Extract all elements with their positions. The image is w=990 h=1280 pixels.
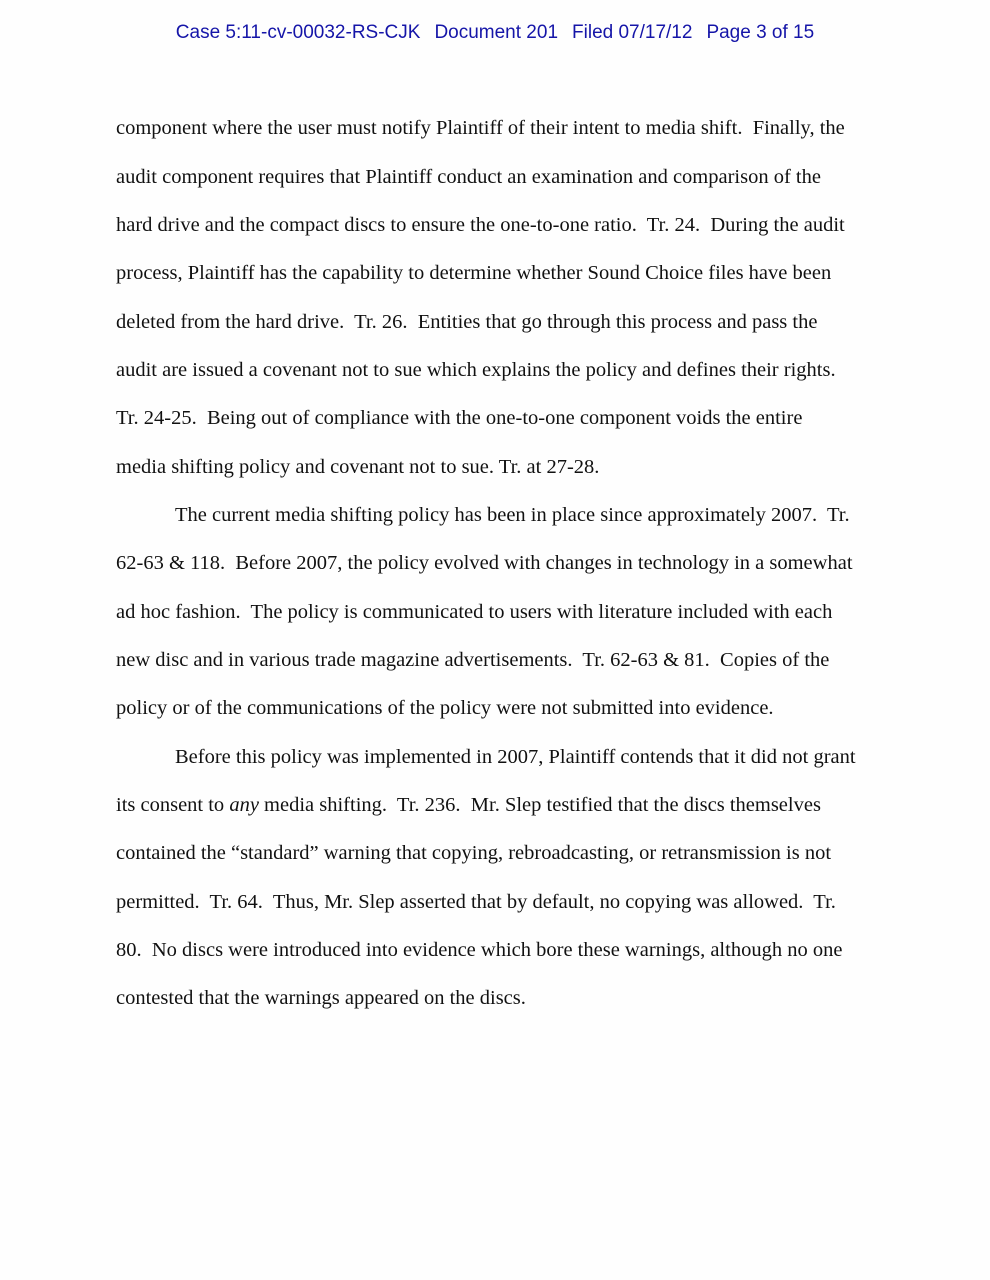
text-line: hard drive and the compact discs to ensure the one-to-one ratio. Tr. 24. During the audit — [116, 214, 845, 236]
text-line: audit component requires that Plaintiff conduct an examination and comparison of the — [116, 166, 821, 188]
text-line: audit are issued a covenant not to sue which explains the policy and defines their rights. — [116, 359, 836, 381]
text-line: 80. No discs were introduced into evidence which bore these warnings, although no one — [116, 939, 843, 961]
text-line: new disc and in various trade magazine advertisements. Tr. 62-63 & 81. Copies of the — [116, 649, 830, 671]
text-line: contested that the warnings appeared on the discs. — [116, 987, 526, 1009]
paragraph-first-line: Before this policy was implemented in 2007, Plaintiff contends that it did not grant — [175, 746, 856, 768]
text-line: 62-63 & 118. Before 2007, the policy evolved with changes in technology in a somewhat — [116, 552, 853, 574]
text-line: contained the “standard” warning that copying, rebroadcasting, or retransmission is not — [116, 842, 832, 864]
paragraph-first-line: The current media shifting policy has been in place since approximately 2007. Tr. — [175, 504, 850, 526]
text-line: deleted from the hard drive. Tr. 26. Entities that go through this process and pass the — [116, 311, 818, 333]
text-line — [116, 790, 821, 820]
page-number: Page 3 of 15 — [706, 22, 815, 43]
document-number: Document 201 — [434, 22, 559, 43]
case-number: Case 5:11-cv-00032-RS-CJK — [175, 22, 421, 43]
text-line: component where the user must notify Plaintiff of their intent to media shift. Finally, the — [116, 117, 845, 139]
filed-date: Filed 07/17/12 — [572, 22, 693, 43]
text-line: Tr. 24-25. Being out of compliance with the one-to-one component voids the entire — [116, 407, 803, 429]
text-line: policy or of the communications of the policy were not submitted into evidence. — [116, 697, 774, 719]
text-line: media shifting policy and covenant not to sue. Tr. at 27-28. — [116, 456, 600, 478]
italic-emphasis: any — [229, 794, 259, 816]
text-segment: media shifting. Tr. 236. Mr. Slep testified that the discs themselves — [258, 794, 821, 816]
text-line: ad hoc fashion. The policy is communicated to users with literature included with each — [116, 601, 833, 623]
ecf-filing-header — [0, 22, 990, 44]
text-segment: its consent to — [116, 794, 225, 816]
text-line: permitted. Tr. 64. Thus, Mr. Slep asserted that by default, no copying was allowed. Tr. — [116, 891, 836, 913]
text-line: process, Plaintiff has the capability to determine whether Sound Choice files have been — [116, 262, 832, 284]
